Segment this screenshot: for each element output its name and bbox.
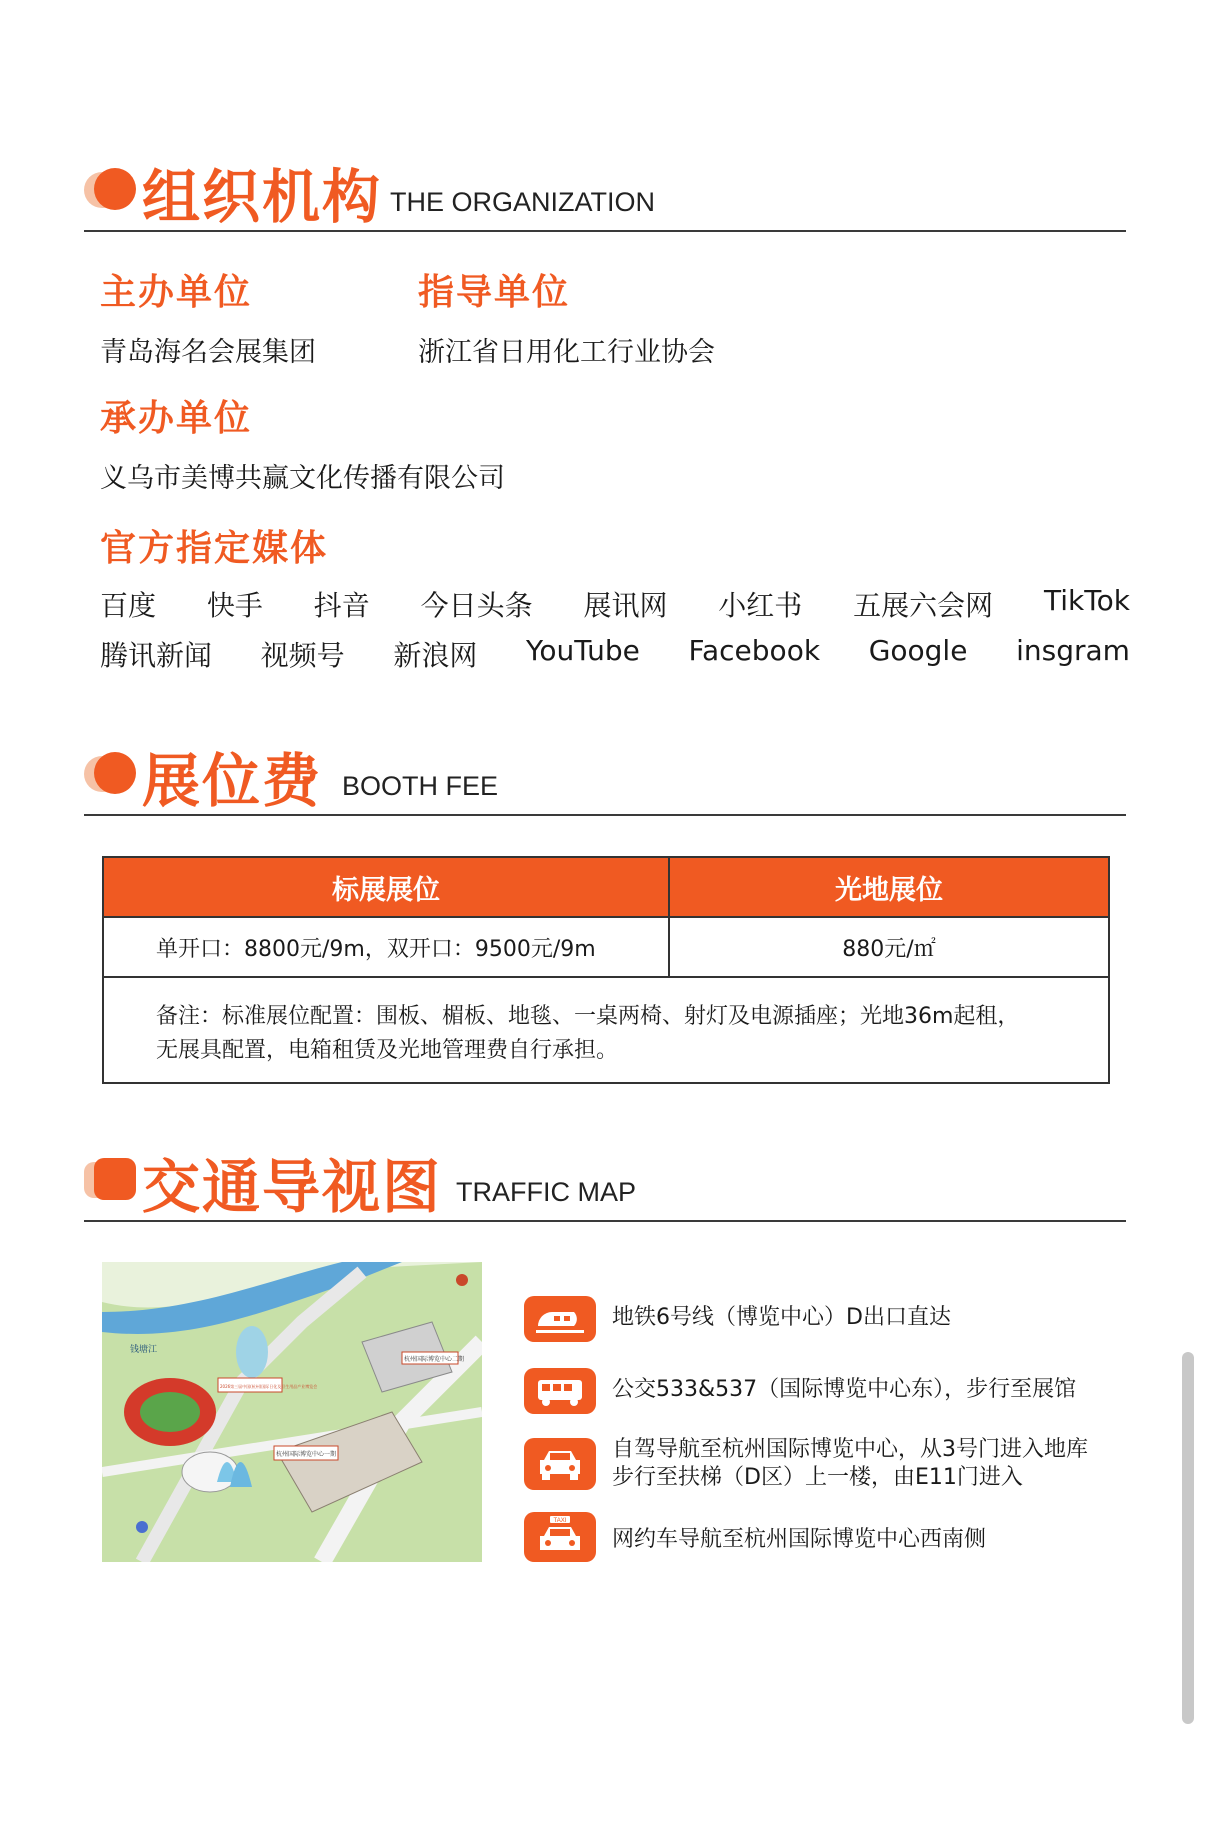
header-standard-booth: 标展展位 xyxy=(104,858,670,916)
bullet-icon xyxy=(84,1158,136,1200)
section-title-en: TRAFFIC MAP xyxy=(456,1177,636,1207)
media-item: 五展六会网 xyxy=(853,589,994,622)
media-item: 视频号 xyxy=(260,639,345,672)
car-icon xyxy=(524,1438,596,1490)
bullet-icon xyxy=(84,752,136,794)
media-item: Facebook xyxy=(688,634,821,667)
section-title-zh: 展位费 xyxy=(142,747,323,815)
scrollbar[interactable] xyxy=(1182,1352,1194,1724)
taxi-badge: TAXI xyxy=(553,1518,567,1524)
host-label: 主办单位 xyxy=(100,272,253,313)
media-item: 今日头条 xyxy=(420,589,533,622)
standard-booth-price: 单开口：8800元/9m，双开口：9500元/9m xyxy=(104,918,670,976)
booth-fee-table xyxy=(102,856,1110,1084)
guide-label: 指导单位 xyxy=(418,272,571,313)
media-item: 百度 xyxy=(100,589,157,622)
host-value: 青岛海名会展集团 xyxy=(100,337,316,368)
media-item: TikTok xyxy=(1044,584,1130,617)
media-item: 抖音 xyxy=(313,589,370,622)
media-row-1 xyxy=(100,584,1130,624)
traffic-item-car xyxy=(612,1436,1088,1492)
organizer-label: 承办单位 xyxy=(100,398,253,439)
map-label-river: 钱塘江 xyxy=(130,1345,158,1355)
media-item: YouTube xyxy=(525,634,640,667)
section-header-booth xyxy=(84,744,1126,816)
organizer-value: 义乌市美博共赢文化传播有限公司 xyxy=(100,463,505,494)
bus-icon xyxy=(524,1368,596,1414)
media-item: 小红书 xyxy=(718,589,803,622)
guide-value: 浙江省日用化工行业协会 xyxy=(418,337,715,368)
media-label: 官方指定媒体 xyxy=(100,528,329,569)
taxi-icon xyxy=(524,1512,596,1562)
map-label-hall2: 杭州国际博览中心二期 xyxy=(404,1356,465,1363)
raw-space-price: 880元/㎡ xyxy=(842,936,936,962)
section-header-organization xyxy=(84,160,1126,232)
section-title-en: THE ORGANIZATION xyxy=(390,187,656,217)
media-item: 展讯网 xyxy=(583,589,668,622)
traffic-item-bus: 公交533&537（国际博览中心东），步行至展馆 xyxy=(612,1377,1077,1402)
section-title-zh: 组织机构 xyxy=(142,163,383,231)
map-label-expo: 2026第三届中国(杭州)国际日化及卫生用品产业博览会 xyxy=(220,1384,318,1389)
media-item: insgram xyxy=(1016,634,1130,667)
map-label-hall1: 杭州国际博览中心一期 xyxy=(276,1451,337,1458)
map-illustration xyxy=(102,1262,482,1562)
media-item: 快手 xyxy=(206,589,263,622)
traffic-map-image xyxy=(102,1262,482,1562)
table-note xyxy=(104,976,1108,1082)
table-row xyxy=(104,916,1108,976)
table-header-row xyxy=(104,858,1108,916)
bullet-icon xyxy=(84,168,136,210)
media-item: Google xyxy=(868,634,968,667)
note-line-1: 备注：标准展位配置：围板、楣板、地毯、一桌两椅、射灯及电源插座；光地36m起租， xyxy=(156,1004,1020,1029)
metro-icon xyxy=(524,1296,596,1342)
traffic-item-metro: 地铁6号线（博览中心）D出口直达 xyxy=(612,1305,951,1330)
media-item: 新浪网 xyxy=(393,639,478,672)
car-line-2: 步行至扶梯（D区）上一楼，由E11门进入 xyxy=(612,1465,1023,1490)
section-title-en: BOOTH FEE xyxy=(342,771,499,801)
traffic-item-taxi: 网约车导航至杭州国际博览中心西南侧 xyxy=(612,1527,987,1552)
section-header-traffic xyxy=(84,1150,1126,1222)
media-row-2 xyxy=(100,634,1130,674)
header-raw-space: 光地展位 xyxy=(835,874,943,906)
media-item: 腾讯新闻 xyxy=(100,639,213,672)
car-line-1: 自驾导航至杭州国际博览中心，从3号门进入地库 xyxy=(612,1437,1088,1462)
note-line-2: 无展具配置，电箱租赁及光地管理费自行承担。 xyxy=(156,1038,619,1063)
section-title-zh: 交通导视图 xyxy=(142,1153,443,1221)
